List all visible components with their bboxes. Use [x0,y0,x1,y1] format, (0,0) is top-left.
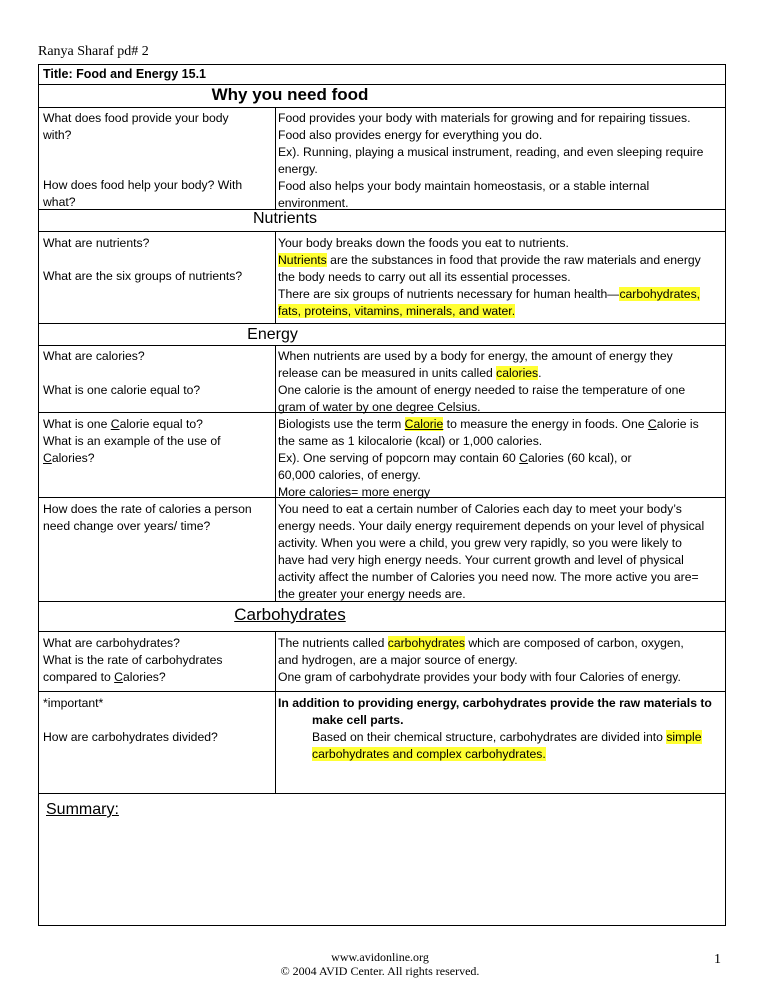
answer: Biologists use the term Calorie to measure the energy in foods. One Calorie is the same as 1 kilocalorie (kcal) or 1,000 calories. Ex). One serving of popcorn may contain 60 Calories (60 kcal), or 60,000 calories, of energy. More calories= more energy [278,417,699,499]
page-number: 1 [714,952,721,967]
rule [38,793,726,794]
answer: In addition to providing energy, carbohydrates provide the raw materials to make cell parts. Based on their chemical structure, carbohydrates are divided into simple carbohydrates and complex carbohydrates. [278,696,712,761]
question: What are the six groups of nutrients? [43,269,243,283]
section-heading-nutrients: Nutrients [252,210,318,227]
question: What does food provide your body with? [43,111,229,142]
section-heading-carbohydrates: Carbohydrates [234,605,346,624]
question: What is one calorie equal to? [43,383,201,397]
question: How are carbohydrates divided? [43,730,218,744]
column-divider [275,345,276,601]
answer: You need to eat a certain number of Calories each day to meet your body’s energy needs. Your daily energy requirement depends on your level of physical activity. When you were a child, you grew very rapidly, so you were likely to have had very high energy needs. Your current growth and level of physical activity affect the number of Calories you need now. The more active you are= the greater your energy needs are. [278,502,705,601]
column-divider [275,631,276,793]
rule [38,345,726,346]
column-divider [275,231,276,323]
summary-label: Summary: [46,801,119,818]
rule [38,691,726,692]
question: What is one Calorie equal to? What is an example of the use of Calories? [43,417,221,465]
answer: Food provides your body with materials for growing and for repairing tissues. Food also provides energy for everything you do. Ex). Running, playing a musical instrument, reading, and even sleeping require energy. Food also helps your body maintain homeostasis, or a stable internal environment. [278,111,704,210]
question: *important* [43,696,104,710]
rule [38,323,726,324]
rule [38,631,726,632]
rule [38,84,726,85]
rule [38,107,726,108]
column-divider [275,107,276,209]
answer: Your body breaks down the foods you eat to nutrients. Nutrients are the substances in food that provide the raw materials and energy the body needs to carry out all its essential processes. There are six groups of nutrients necessary for human health—carbohydrates, fats, proteins, vitamins, minerals, and water. [278,236,701,318]
answer: The nutrients called carbohydrates which are composed of carbon, oxygen, and hydrogen, are a major source of energy. One gram of carbohydrate provides your body with four Calories of energy. [278,636,684,684]
section-heading-energy: Energy [247,326,298,343]
section-heading-why: Why you need food [211,85,369,104]
question: How does food help your body? With what? [43,178,243,209]
answer: When nutrients are used by a body for energy, the amount of energy they release can be measured in units called calories. One calorie is the amount of energy needed to raise the temperature of one gram of water by one degree Celsius. [278,349,686,414]
rule [38,231,726,232]
question: What are nutrients? [43,236,150,250]
question: What are calories? [43,349,145,363]
student-name: Ranya Sharaf pd# 2 [38,44,149,59]
page-title: Title: Food and Energy 15.1 [43,67,206,81]
question: How does the rate of calories a person need change over years/ time? [43,502,252,533]
question: What are carbohydrates? What is the rate of carbohydrates compared to Calories? [43,636,223,684]
footer-copyright: © 2004 AVID Center. All rights reserved. [280,964,480,978]
footer-url: www.avidonline.org [331,950,429,964]
